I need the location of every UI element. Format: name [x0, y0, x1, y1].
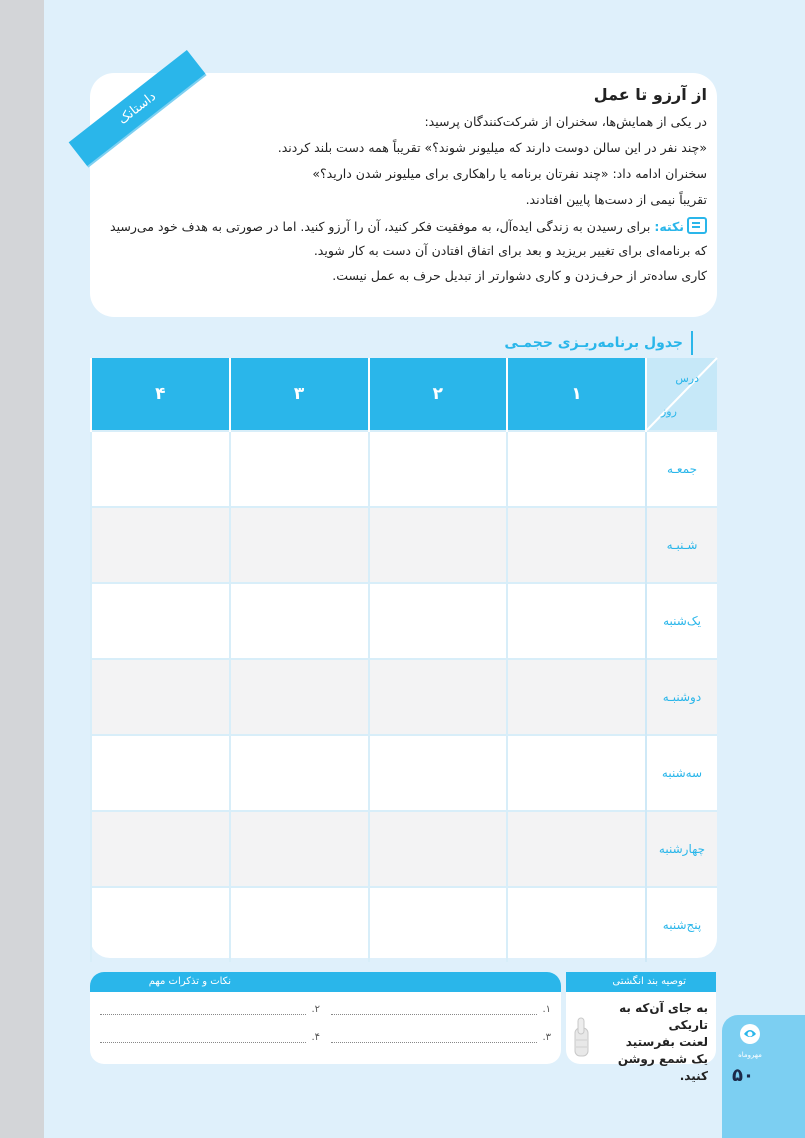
table-cell[interactable] — [369, 887, 508, 962]
story-line-4: تقریباً نیمی از دست‌ها پایین افتادند. — [525, 192, 707, 207]
dotted-line — [331, 1014, 537, 1015]
table-cell[interactable] — [507, 507, 646, 583]
table-cell[interactable] — [230, 887, 369, 962]
note-line-4[interactable] — [100, 1030, 320, 1050]
table-cell[interactable] — [507, 659, 646, 735]
table-cell[interactable] — [91, 583, 230, 659]
dotted-line — [100, 1042, 306, 1043]
corner-cell — [646, 358, 717, 431]
notes-box — [90, 972, 561, 1064]
brand-logo — [734, 1023, 766, 1059]
table-cell[interactable] — [230, 583, 369, 659]
table-cell[interactable] — [230, 735, 369, 811]
note-line-1[interactable] — [331, 1002, 551, 1022]
day-label: سه‌شنبه — [646, 735, 717, 811]
story-line-1: در یکی از همایش‌ها، سخنران از شرکت‌کنندگان پرسید: — [424, 114, 707, 129]
table-cell[interactable] — [369, 735, 508, 811]
table-cell[interactable] — [91, 887, 230, 962]
note-line-2[interactable] — [100, 1002, 320, 1022]
table-header-row — [91, 358, 717, 431]
table-row — [91, 659, 717, 735]
page-tab — [722, 1015, 805, 1138]
table-cell[interactable] — [507, 431, 646, 507]
story-card — [90, 73, 717, 317]
table-cell[interactable] — [507, 583, 646, 659]
corner-day-label: روز — [661, 405, 677, 418]
story-closing: کاری ساده‌تر از حرف‌زدن و کاری دشوارتر از تبدیل حرف به عمل نیست. — [332, 268, 707, 283]
note-text: برای رسیدن به زندگی ایده‌آل، به موفقیت فکر کنید، آن را آرزو کنید. اما در صورتی به هدف خود می‌رسید که برنامه‌ای برای تغییر بریزید و بعد برای اتفاق افتادن آن دست به کار شوید. — [110, 219, 707, 258]
title-accent-bar — [691, 331, 693, 355]
brand-logo-icon — [737, 1023, 763, 1045]
table-title — [504, 330, 693, 356]
day-label: چهارشنبه — [646, 811, 717, 887]
table-cell[interactable] — [91, 659, 230, 735]
story-ribbon: داستانک — [69, 50, 206, 166]
day-label: شـنبـه — [646, 507, 717, 583]
table-cell[interactable] — [507, 735, 646, 811]
table-cell[interactable] — [230, 431, 369, 507]
day-label: دوشنبـه — [646, 659, 717, 735]
table-cell[interactable] — [369, 659, 508, 735]
tip-line-1: به جای آن‌که به تاریکی — [619, 1001, 708, 1032]
story-note — [107, 215, 707, 263]
speech-bubble-icon — [687, 217, 707, 234]
table-cell[interactable] — [91, 431, 230, 507]
table-cell[interactable] — [91, 507, 230, 583]
story-line-2: «چند نفر در این سالن دوست دارند که میلیونر شوند؟» تقریباً همه دست بلند کردند. — [277, 140, 707, 155]
tip-box — [566, 972, 716, 1083]
table-cell[interactable] — [91, 811, 230, 887]
table-cell[interactable] — [369, 431, 508, 507]
tip-line-3: یک شمع روشن کنید. — [617, 1052, 708, 1083]
thumb-hand-icon — [570, 1016, 592, 1060]
left-margin-strip — [0, 0, 44, 1138]
corner-subject-label: درس — [675, 372, 699, 385]
table-cell[interactable] — [507, 887, 646, 962]
dotted-line — [100, 1014, 306, 1015]
table-cell[interactable] — [369, 507, 508, 583]
day-label: یک‌شنبه — [646, 583, 717, 659]
table-cell[interactable] — [369, 583, 508, 659]
notes-lines — [100, 1002, 551, 1058]
table-cell[interactable] — [91, 735, 230, 811]
column-header-3: ۳ — [230, 358, 369, 431]
planning-table — [90, 358, 717, 958]
story-title: از آرزو تا عمل — [593, 85, 707, 104]
brand-name: مهروماه — [738, 1051, 762, 1059]
dotted-line — [331, 1042, 537, 1043]
table-row — [91, 811, 717, 887]
table-row — [91, 507, 717, 583]
note-label: نکته: — [654, 219, 684, 234]
story-body — [107, 81, 707, 289]
note-number: ۳. — [542, 1032, 551, 1043]
column-header-2: ۲ — [369, 358, 508, 431]
note-number: ۱. — [542, 1004, 551, 1015]
tip-title: توصیه بند انگشتی — [566, 972, 716, 992]
day-label: جمعـه — [646, 431, 717, 507]
tip-text — [590, 1000, 708, 1085]
column-header-4: ۴ — [91, 358, 230, 431]
story-line-3: سخنران ادامه داد: «چند نفرتان برنامه یا راهکاری برای میلیونر شدن دارید؟» — [312, 166, 707, 181]
note-number: ۲. — [311, 1004, 320, 1015]
tip-line-2: لعنت بفرستید — [625, 1035, 708, 1049]
table-cell[interactable] — [230, 811, 369, 887]
table-row — [91, 735, 717, 811]
table-row — [91, 583, 717, 659]
notes-title: نکات و تذکرات مهم — [90, 972, 561, 992]
table-cell[interactable] — [507, 811, 646, 887]
corner-diagonal — [647, 358, 717, 430]
table-row — [91, 887, 717, 962]
table-cell[interactable] — [230, 507, 369, 583]
table-title-text: جدول برنامه‌ریـزی حجمـی — [504, 335, 683, 351]
page-number: ۵۰ — [732, 1065, 754, 1086]
table-cell[interactable] — [369, 811, 508, 887]
note-number: ۴. — [311, 1032, 320, 1043]
table-row — [91, 431, 717, 507]
table-cell[interactable] — [230, 659, 369, 735]
note-line-3[interactable] — [331, 1030, 551, 1050]
day-label: پنج‌شنبه — [646, 887, 717, 962]
column-header-1: ۱ — [507, 358, 646, 431]
